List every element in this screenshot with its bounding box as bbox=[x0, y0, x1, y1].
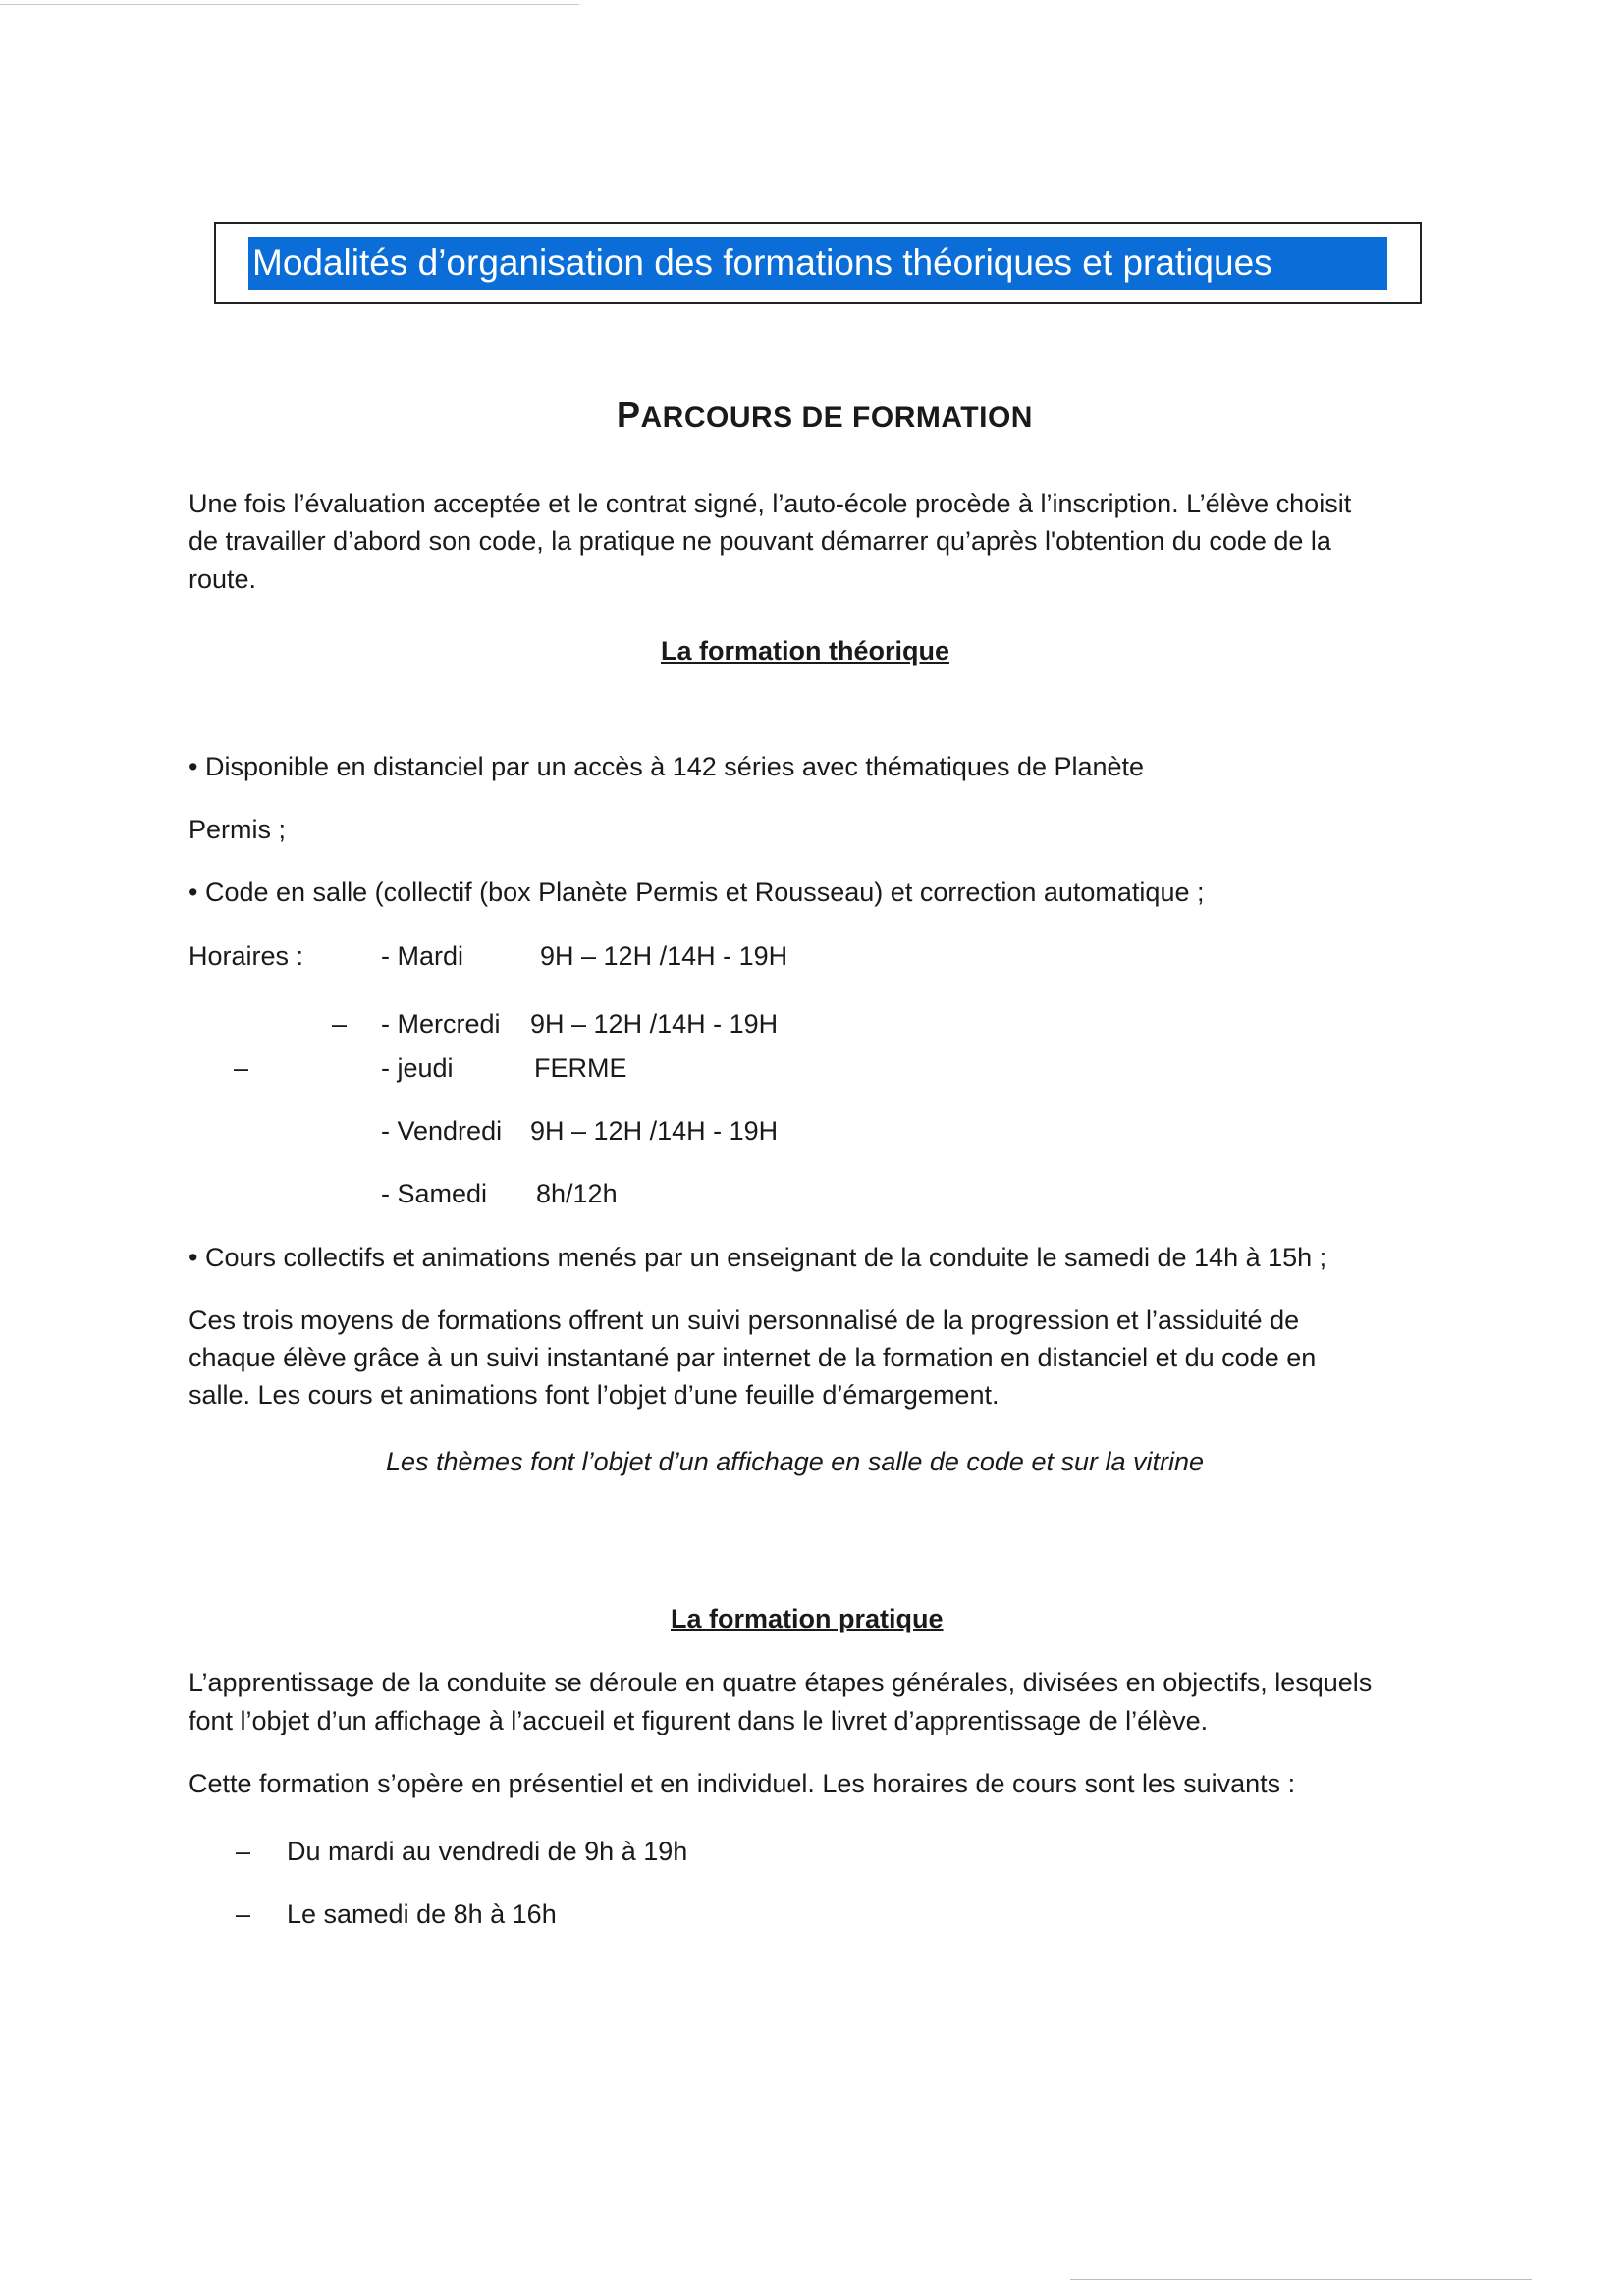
schedule-label: Horaires : bbox=[189, 941, 304, 971]
schedule-hours-vendredi: 9H – 12H /14H - 19H bbox=[530, 1116, 779, 1146]
scan-artifact-line bbox=[1070, 2279, 1532, 2280]
practice-hours-saturday: Le samedi de 8h à 16h bbox=[287, 1899, 557, 1929]
practice-paragraph-line-1: L’apprentissage de la conduite se déroule en quatre étapes générales, divisées en objectifs, lesquels bbox=[189, 1668, 1373, 1697]
bullet-2-text: Code en salle (collectif (box Planète Permis et Rousseau) et correction automatique ; bbox=[204, 878, 1205, 907]
theory-title: La formation théorique bbox=[661, 636, 950, 666]
schedule-hours-mardi: 9H – 12H /14H - 19H bbox=[540, 941, 788, 971]
section-heading bbox=[617, 395, 1033, 436]
theory-paragraph-line-2: chaque élève grâce à un suivi instantané par internet de la formation en distanciel et du code en bbox=[189, 1343, 1317, 1372]
bullet-1-line-2: Permis ; bbox=[189, 815, 287, 844]
bullet-2 bbox=[189, 874, 1204, 911]
bullet-icon: • bbox=[189, 1243, 205, 1272]
scan-artifact-line bbox=[0, 4, 579, 5]
practice-hours-weekday: Du mardi au vendredi de 9h à 19h bbox=[287, 1837, 688, 1866]
bullet-1-line-1: Disponible en distanciel par un accès à 142 séries avec thématiques de Planète bbox=[204, 752, 1145, 781]
schedule-day-mardi: - Mardi bbox=[381, 941, 464, 971]
schedule-day-jeudi: - jeudi bbox=[381, 1053, 454, 1083]
intro-line-1: Une fois l’évaluation acceptée et le contrat signé, l’auto-école procède à l’inscription. L’élève choisit bbox=[189, 489, 1352, 518]
practice-hours-intro: Cette formation s’opère en présentiel et en individuel. Les horaires de cours sont les suivants : bbox=[189, 1769, 1296, 1798]
list-dash: – bbox=[236, 1837, 251, 1866]
heading-rest: ARCOURS DE FORMATION bbox=[640, 401, 1033, 434]
schedule-day-samedi: - Samedi bbox=[381, 1179, 488, 1208]
bullet-icon: • bbox=[189, 878, 205, 907]
schedule-hours-samedi: 8h/12h bbox=[536, 1179, 618, 1208]
intro-line-3: route. bbox=[189, 564, 257, 594]
practice-paragraph-line-2: font l’objet d’un affichage à l’accueil et figurent dans le livret d’apprentissage de l’élève. bbox=[189, 1706, 1209, 1735]
heading-initial: P bbox=[617, 395, 641, 435]
theory-paragraph-line-3: salle. Les cours et animations font l’objet d’une feuille d’émargement. bbox=[189, 1380, 1000, 1410]
practice-title: La formation pratique bbox=[671, 1604, 944, 1633]
schedule-day-mercredi: - Mercredi bbox=[381, 1009, 501, 1039]
bullet-3-text: Cours collectifs et animations menés par un enseignant de la conduite le samedi de 14h à 15h ; bbox=[204, 1243, 1327, 1272]
intro-line-2: de travailler d’abord son code, la pratique ne pouvant démarrer qu’après l'obtention du code de la bbox=[189, 526, 1331, 556]
bullet-icon: • bbox=[189, 752, 205, 781]
stray-dash: – bbox=[332, 1009, 348, 1039]
bullet-3 bbox=[189, 1239, 1326, 1276]
schedule-hours-jeudi: FERME bbox=[534, 1053, 627, 1083]
theory-paragraph-line-1: Ces trois moyens de formations offrent un suivi personnalisé de la progression et l’assiduité de bbox=[189, 1306, 1300, 1335]
stray-dash: – bbox=[234, 1053, 249, 1083]
schedule-hours-mercredi: 9H – 12H /14H - 19H bbox=[530, 1009, 779, 1039]
bullet-1 bbox=[189, 748, 1144, 785]
theory-note: Les thèmes font l’objet d’un affichage en salle de code et sur la vitrine bbox=[386, 1447, 1205, 1476]
list-dash: – bbox=[236, 1899, 251, 1929]
schedule-day-vendredi: - Vendredi bbox=[381, 1116, 503, 1146]
document-title: Modalités d’organisation des formations théoriques et pratiques bbox=[248, 237, 1387, 290]
